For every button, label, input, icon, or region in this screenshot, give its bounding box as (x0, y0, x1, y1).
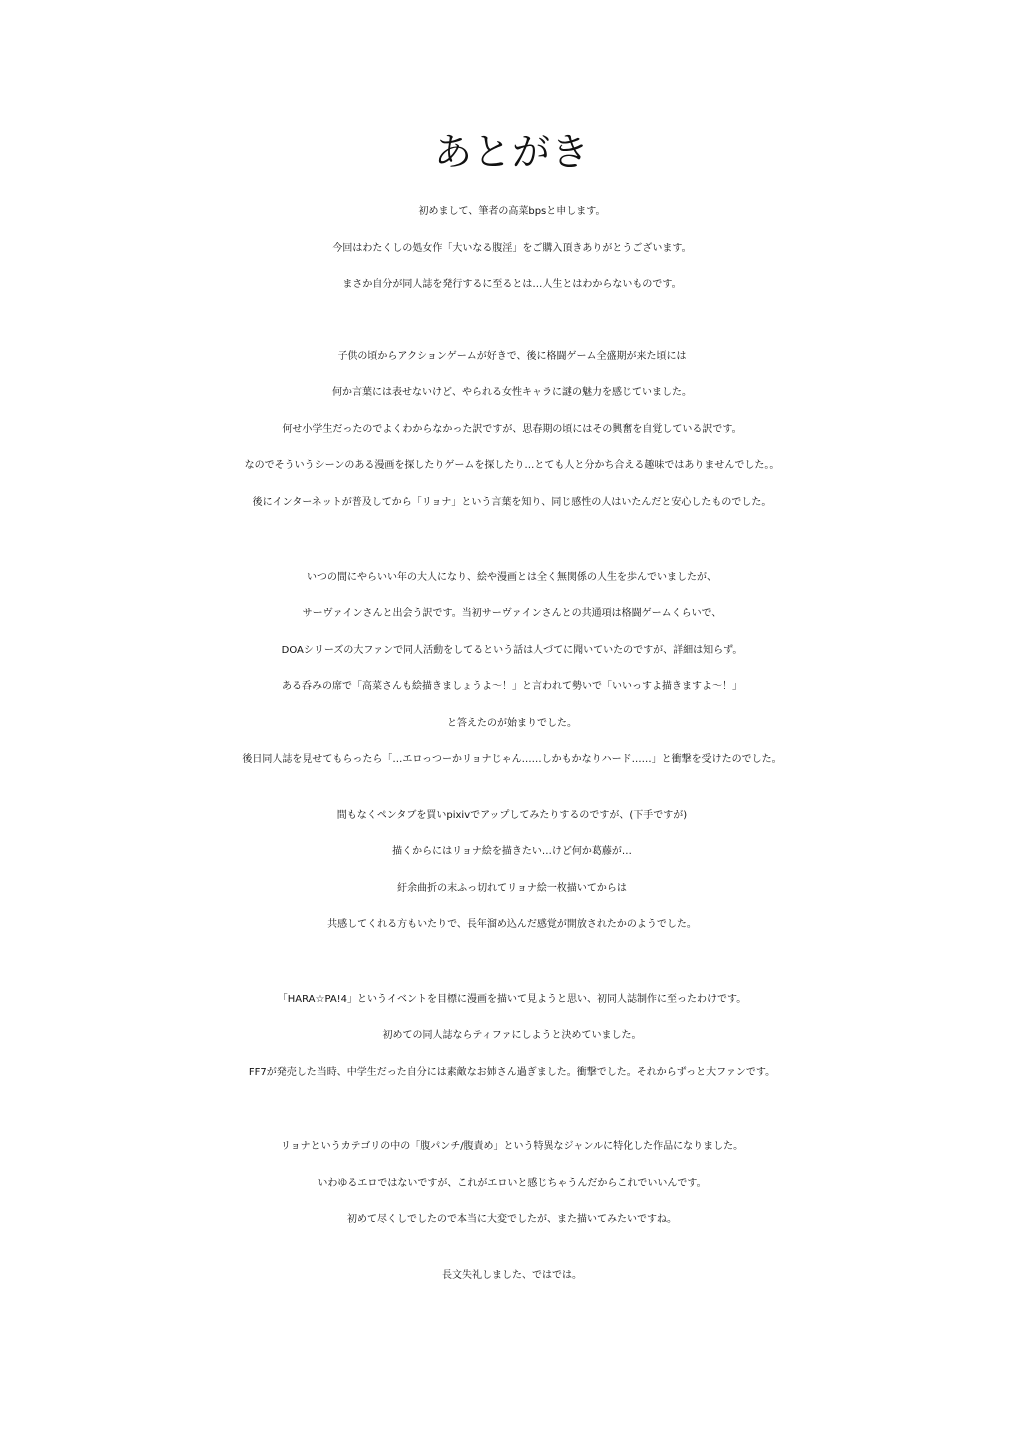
text-line: 子供の頃からアクションゲームが好きで、後に格闘ゲーム全盛期が来た頃には (337, 351, 687, 362)
text-line: 何せ小学生だったのでよくわからなかった訳ですが、思春期の頃にはその興奮を自覚している訳です。 (282, 424, 742, 435)
page-title: あとがき (433, 130, 590, 174)
text-line: 何か言葉には表せないけど、やられる女性キャラに謎の魅力を感じていました。 (332, 387, 692, 398)
text-line: 共感してくれる方もいたりで、長年溜め込んだ感覚が開放されたかのようでした。 (327, 919, 697, 930)
text-line: ある呑みの席で「高菜さんも絵描きましょうよ～！」と言われて勢いで「いいっすよ描きますよ～！」 (282, 681, 742, 692)
text-line: 後にインターネットが普及してから「リョナ」という言葉を知り、同じ感性の人はいたんだと安心したものでした。 (252, 497, 772, 508)
text-line: と答えたのが始まりでした。 (447, 718, 577, 729)
text-line: 初めて尽くしでしたので本当に大変でしたが、また描いてみたいですね。 (347, 1214, 677, 1225)
text-line: 描くからにはリョナ絵を描きたい…けど何か葛藤が… (392, 846, 632, 857)
text-line: なのでそういうシーンのある漫画を探したりゲームを探したり…とても人と分かち合える趣味ではありませんでした。。 (244, 460, 780, 471)
text-line: サーヴァインさんと出会う訳です。当初サーヴァインさんとの共通項は格闘ゲームくらいで、 (302, 608, 722, 619)
closing-line: 長文失礼しました、ではでは。 (442, 1270, 582, 1281)
text-line: 間もなくペンタブを買いpixivでアップしてみたりするのですが、(下手ですが) (336, 810, 688, 821)
text-line: 「HARA☆PA!4」というイベントを目標に漫画を描いて見ようと思い、初同人誌制作に至ったわけです。 (277, 994, 747, 1005)
text-line: DOAシリーズの大ファンで同人活動をしてるという話は人づてに聞いていたのですが、詳細は知らず。 (281, 645, 743, 656)
text-line: 後日同人誌を見せてもらったら「…エロっつーかリョナじゃん……しかもかなりハード……」と衝撃を受けたのでした。 (242, 754, 782, 765)
text-line: まさか自分が同人誌を発行するに至るとは…人生とはわからないものです。 (342, 279, 682, 290)
text-line: いわゆるエロではないですが、これがエロいと感じちゃうんだからこれでいいんです。 (317, 1178, 707, 1189)
text-line: FF7が発売した当時、中学生だった自分には素敵なお姉さん過ぎました。衝撃でした。それからずっと大ファンです。 (248, 1067, 776, 1078)
text-line: リョナというカテゴリの中の「腹パンチ/腹責め」という特異なジャンルに特化した作品になりました。 (280, 1141, 744, 1152)
text-line: いつの間にやらいい年の大人になり、絵や漫画とは全く無関係の人生を歩んでいましたが、 (307, 572, 717, 583)
text-line: 初めての同人誌ならティファにしようと決めていました。 (382, 1030, 642, 1041)
text-line: 紆余曲折の末ふっ切れてリョナ絵一枚描いてからは (397, 883, 627, 894)
text-line: 初めまして、筆者の高菜bpsと申します。 (418, 206, 606, 217)
text-line: 今回はわたくしの処女作「大いなる腹淫」をご購入頂きありがとうございます。 (332, 243, 692, 254)
